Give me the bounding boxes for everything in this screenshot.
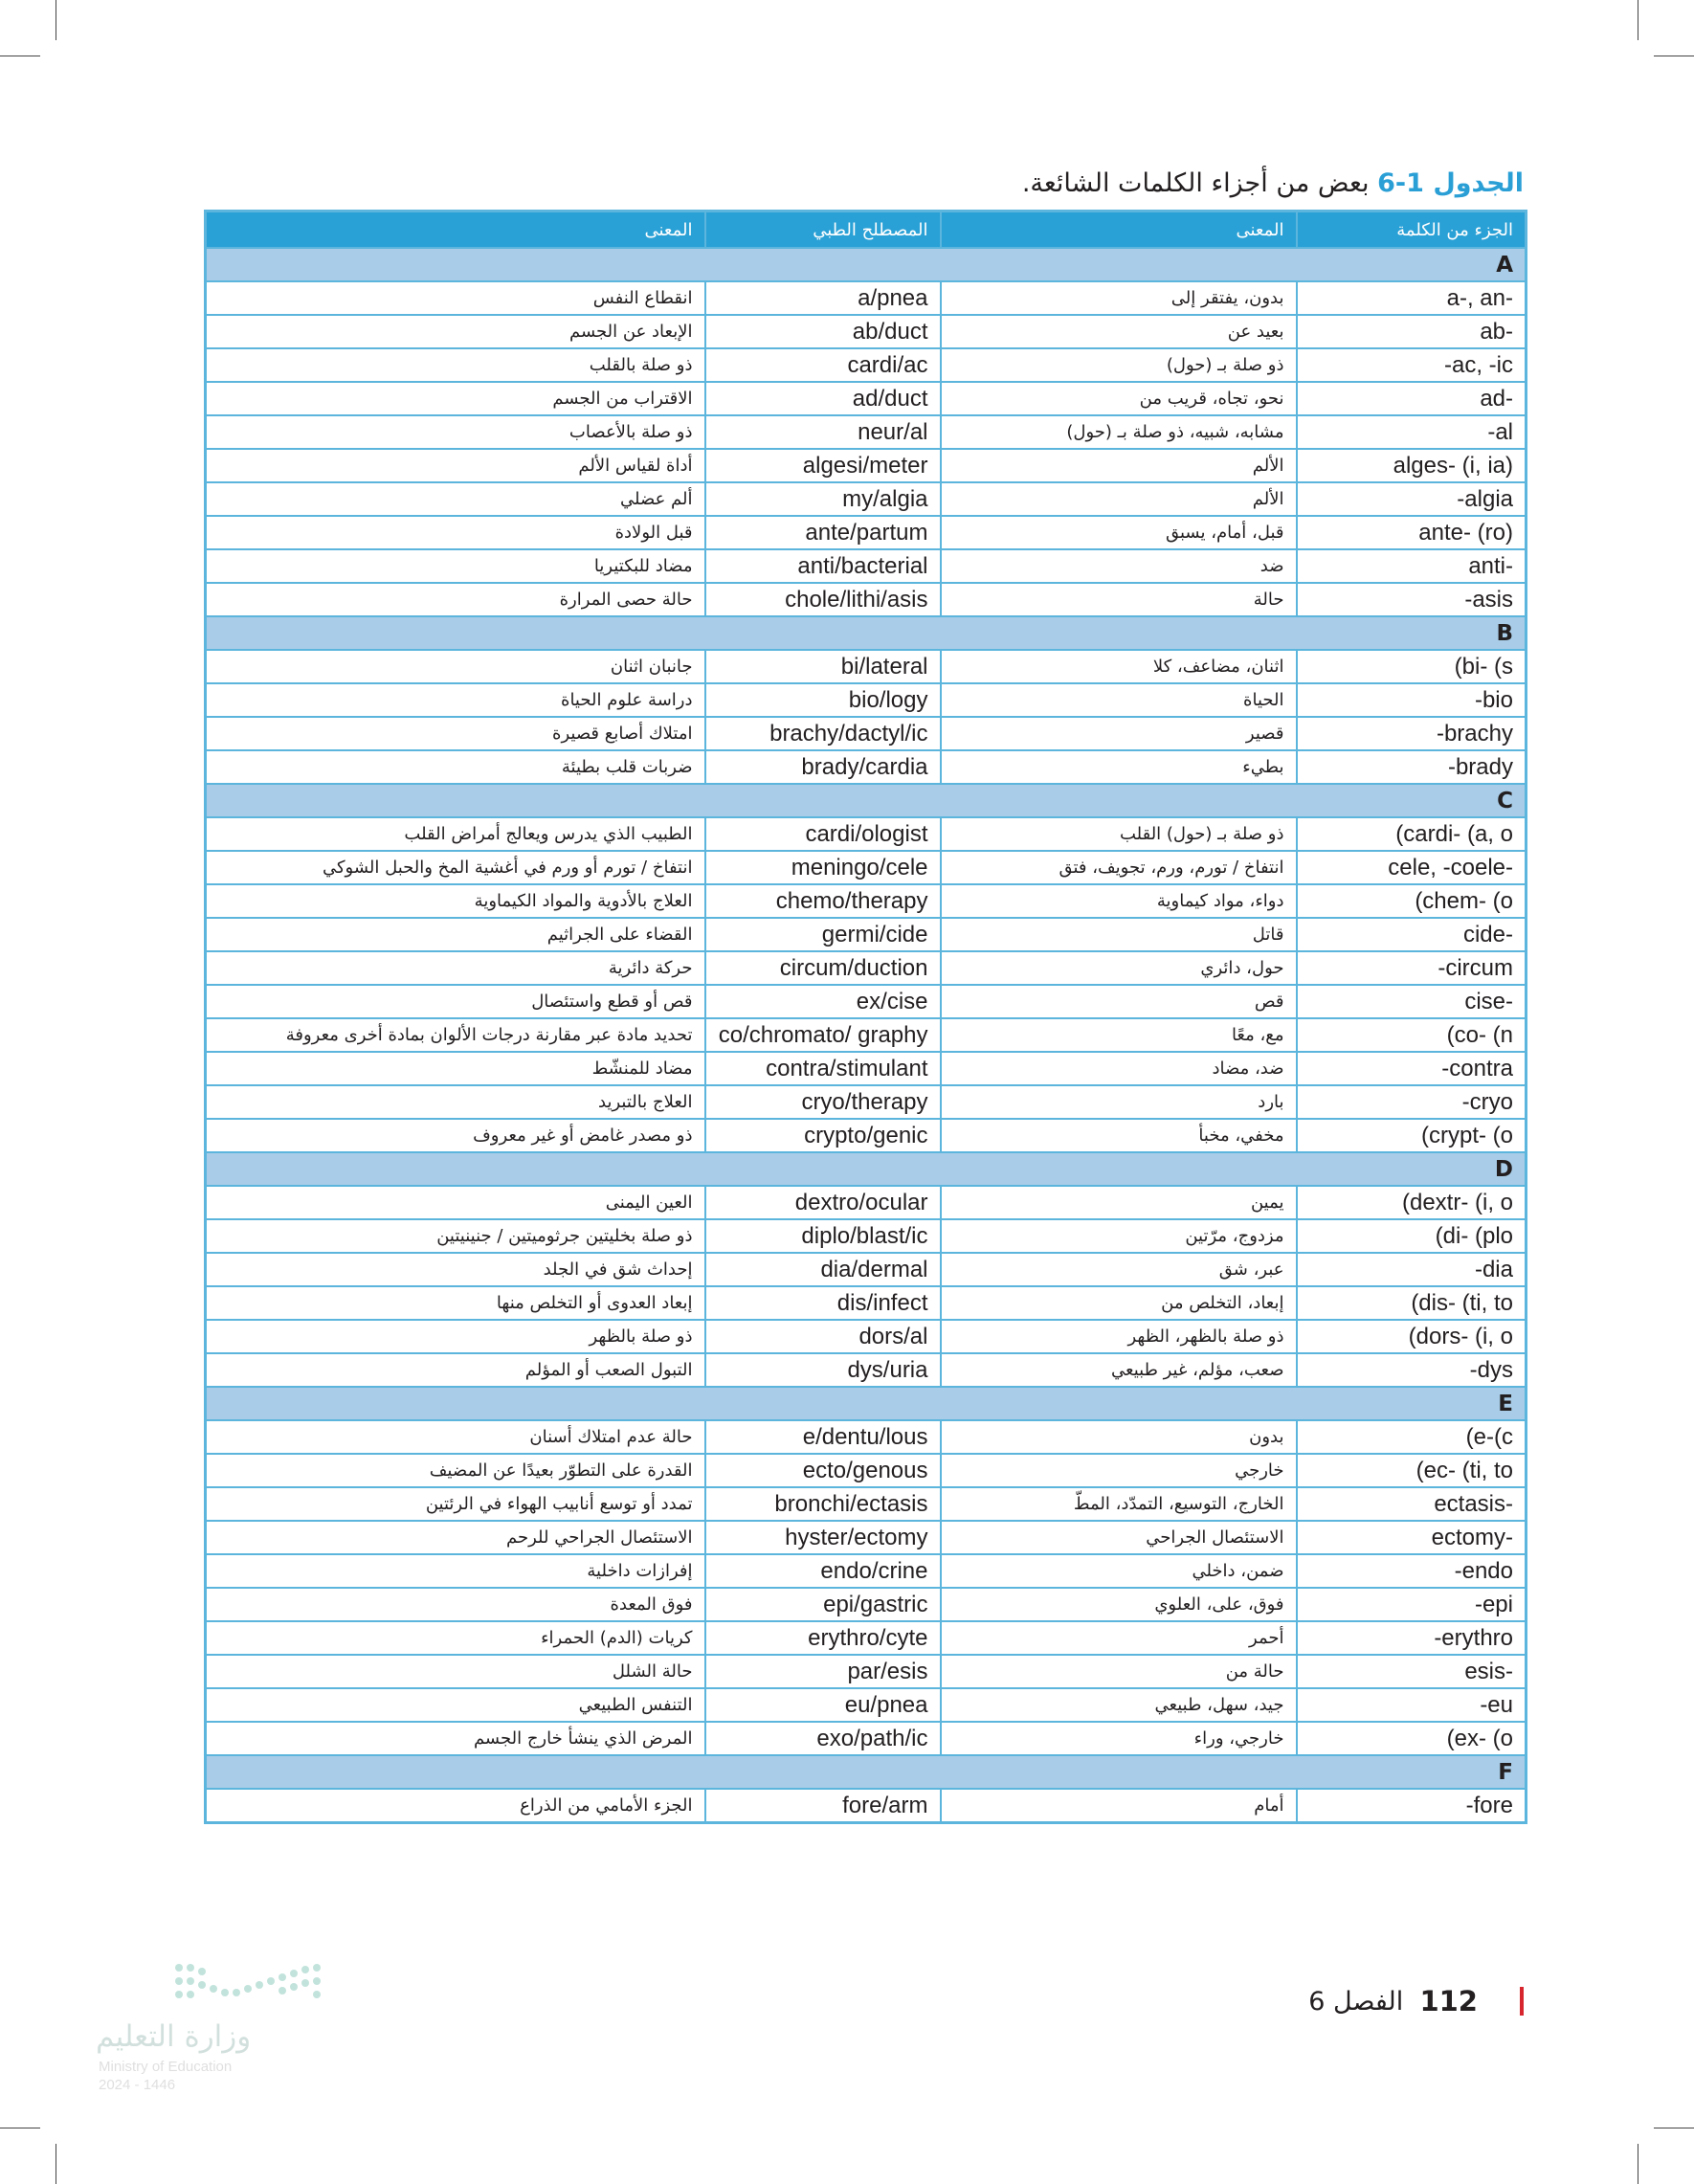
word-part-cell: (e-(c xyxy=(1297,1420,1527,1454)
medical-term-cell: hyster/ectomy xyxy=(705,1521,941,1554)
word-part-cell: -fore xyxy=(1297,1789,1527,1823)
medical-term-cell: ab/duct xyxy=(705,315,941,348)
word-part-cell: alges- (i, ia) xyxy=(1297,449,1527,482)
table-row xyxy=(206,315,1527,348)
meaning-cell: إبعاد، التخلص من xyxy=(941,1286,1297,1320)
term-meaning-cell: فوق المعدة xyxy=(206,1588,705,1621)
table-row xyxy=(206,1353,1527,1387)
table-row xyxy=(206,348,1527,382)
meaning-cell: خارجي xyxy=(941,1454,1297,1487)
term-meaning-cell: كريات (الدم) الحمراء xyxy=(206,1621,705,1655)
medical-term-cell: diplo/blast/ic xyxy=(705,1219,941,1253)
meaning-cell: حالة من xyxy=(941,1655,1297,1688)
word-part-cell: -circum xyxy=(1297,951,1527,985)
meaning-cell: ضد، مضاد xyxy=(941,1052,1297,1085)
medical-term-cell: dextro/ocular xyxy=(705,1186,941,1219)
term-meaning-cell: القضاء على الجراثيم xyxy=(206,918,705,951)
meaning-cell: مزدوج، مرّتين xyxy=(941,1219,1297,1253)
table-row xyxy=(206,750,1527,784)
table-row xyxy=(206,1186,1527,1219)
term-meaning-cell: امتلاك أصابع قصيرة xyxy=(206,717,705,750)
medical-term-cell: exo/path/ic xyxy=(705,1722,941,1755)
word-part-cell: -bio xyxy=(1297,683,1527,717)
term-meaning-cell: ذو صلة بالقلب xyxy=(206,348,705,382)
meaning-cell: بعيد عن xyxy=(941,315,1297,348)
word-part-cell: (dors- (i, o xyxy=(1297,1320,1527,1353)
meaning-cell: قاتل xyxy=(941,918,1297,951)
table-row xyxy=(206,281,1527,315)
page-footer xyxy=(1308,1985,1524,2017)
meaning-cell: مشابه، شبيه، ذو صلة بـ (حول) xyxy=(941,415,1297,449)
medical-term-cell: chemo/therapy xyxy=(705,884,941,918)
meaning-cell: الحياة xyxy=(941,683,1297,717)
footer-accent-bar xyxy=(1520,1987,1524,2016)
meaning-cell: مخفي، مخبأ xyxy=(941,1119,1297,1152)
word-part-cell: (di- (plo xyxy=(1297,1219,1527,1253)
word-parts-table xyxy=(204,210,1527,1824)
term-meaning-cell: حالة عدم امتلاك أسنان xyxy=(206,1420,705,1454)
term-meaning-cell: جانبان اثنان xyxy=(206,650,705,683)
medical-term-cell: dors/al xyxy=(705,1320,941,1353)
term-meaning-cell: أداة لقياس الألم xyxy=(206,449,705,482)
medical-term-cell: cardi/ac xyxy=(705,348,941,382)
term-meaning-cell: تحديد مادة عبر مقارنة درجات الألوان بمادة أخرى معروفة xyxy=(206,1018,705,1052)
table-row xyxy=(206,1789,1527,1823)
word-part-cell: cide- xyxy=(1297,918,1527,951)
word-part-cell: ante- (ro) xyxy=(1297,516,1527,549)
word-part-cell: (dextr- (i, o xyxy=(1297,1186,1527,1219)
table-caption xyxy=(191,165,1524,203)
term-meaning-cell: دراسة علوم الحياة xyxy=(206,683,705,717)
section-header-row xyxy=(206,616,1527,650)
medical-term-cell: bronchi/ectasis xyxy=(705,1487,941,1521)
word-part-cell: ad- xyxy=(1297,382,1527,415)
word-part-cell: -epi xyxy=(1297,1588,1527,1621)
meaning-cell: يمين xyxy=(941,1186,1297,1219)
table-row xyxy=(206,583,1527,616)
table-label: الجدول 1-6 xyxy=(1377,168,1524,198)
word-part-cell: (dis- (ti, to xyxy=(1297,1286,1527,1320)
word-part-cell: cele, -coele- xyxy=(1297,851,1527,884)
table-row xyxy=(206,1554,1527,1588)
medical-term-cell: circum/duction xyxy=(705,951,941,985)
meaning-cell: اثنان، مضاعف، كلا xyxy=(941,650,1297,683)
word-part-cell: anti- xyxy=(1297,549,1527,583)
table-row xyxy=(206,1521,1527,1554)
term-meaning-cell: حركة دائرية xyxy=(206,951,705,985)
term-meaning-cell: مضاد للبكتيريا xyxy=(206,549,705,583)
table-row xyxy=(206,1052,1527,1085)
table-row xyxy=(206,683,1527,717)
meaning-cell: بدون xyxy=(941,1420,1297,1454)
medical-term-cell: endo/crine xyxy=(705,1554,941,1588)
medical-term-cell: algesi/meter xyxy=(705,449,941,482)
medical-term-cell: eu/pnea xyxy=(705,1688,941,1722)
meaning-cell: بدون، يفتقر إلى xyxy=(941,281,1297,315)
term-meaning-cell: انقطاع النفس xyxy=(206,281,705,315)
medical-term-cell: ante/partum xyxy=(705,516,941,549)
medical-term-cell: epi/gastric xyxy=(705,1588,941,1621)
medical-term-cell: brady/cardia xyxy=(705,750,941,784)
section-letter: A xyxy=(206,248,1527,281)
section-letter: F xyxy=(206,1755,1527,1789)
word-part-cell: (ex- (o xyxy=(1297,1722,1527,1755)
table-row xyxy=(206,1320,1527,1353)
meaning-cell: انتفاخ / تورم، ورم، تجويف، فتق xyxy=(941,851,1297,884)
word-part-cell: -dys xyxy=(1297,1353,1527,1387)
term-meaning-cell: التنفس الطبيعي xyxy=(206,1688,705,1722)
word-part-cell: -eu xyxy=(1297,1688,1527,1722)
meaning-cell: فوق، على، العلوي xyxy=(941,1588,1297,1621)
table-row xyxy=(206,1722,1527,1755)
word-part-cell: -contra xyxy=(1297,1052,1527,1085)
section-letter: B xyxy=(206,616,1527,650)
medical-term-cell: par/esis xyxy=(705,1655,941,1688)
table-row xyxy=(206,1688,1527,1722)
word-part-cell: -asis xyxy=(1297,583,1527,616)
term-meaning-cell: ضربات قلب بطيئة xyxy=(206,750,705,784)
table-row xyxy=(206,817,1527,851)
medical-term-cell: ad/duct xyxy=(705,382,941,415)
section-letter: C xyxy=(206,784,1527,817)
meaning-cell: ذو صلة بـ (حول) xyxy=(941,348,1297,382)
medical-term-cell: a/pnea xyxy=(705,281,941,315)
term-meaning-cell: حالة الشلل xyxy=(206,1655,705,1688)
meaning-cell: صعب، مؤلم، غير طبيعي xyxy=(941,1353,1297,1387)
medical-term-cell: neur/al xyxy=(705,415,941,449)
word-part-cell: (cardi- (a, o xyxy=(1297,817,1527,851)
word-part-cell: (co- (n xyxy=(1297,1018,1527,1052)
section-header-row xyxy=(206,1152,1527,1186)
medical-term-cell: erythro/cyte xyxy=(705,1621,941,1655)
term-meaning-cell: إفرازات داخلية xyxy=(206,1554,705,1588)
meaning-cell: نحو، تجاه، قريب من xyxy=(941,382,1297,415)
meaning-cell: ذو صلة بالظهر، الظهر xyxy=(941,1320,1297,1353)
term-meaning-cell: الاقتراب من الجسم xyxy=(206,382,705,415)
section-letter: E xyxy=(206,1387,1527,1420)
term-meaning-cell: ذو صلة بالأعصاب xyxy=(206,415,705,449)
table-row xyxy=(206,650,1527,683)
medical-term-cell: brachy/dactyl/ic xyxy=(705,717,941,750)
table-row xyxy=(206,1119,1527,1152)
header-word-part: الجزء من الكلمة xyxy=(1297,212,1527,249)
medical-term-cell: bio/logy xyxy=(705,683,941,717)
table-row xyxy=(206,851,1527,884)
table-row xyxy=(206,884,1527,918)
table-row xyxy=(206,1085,1527,1119)
header-meaning: المعنى xyxy=(941,212,1297,249)
word-part-cell: (ec- (ti, to xyxy=(1297,1454,1527,1487)
medical-term-cell: dis/infect xyxy=(705,1286,941,1320)
term-meaning-cell: الطبيب الذي يدرس ويعالج أمراض القلب xyxy=(206,817,705,851)
ministry-name-arabic: وزارة التعليم xyxy=(96,2019,252,2054)
word-part-cell: -erythro xyxy=(1297,1621,1527,1655)
meaning-cell: قصير xyxy=(941,717,1297,750)
word-part-cell: -dia xyxy=(1297,1253,1527,1286)
table-row xyxy=(206,918,1527,951)
meaning-cell: الاستئصال الجراحي xyxy=(941,1521,1297,1554)
term-meaning-cell: الجزء الأمامي من الذراع xyxy=(206,1789,705,1823)
medical-term-cell: crypto/genic xyxy=(705,1119,941,1152)
medical-term-cell: anti/bacterial xyxy=(705,549,941,583)
word-part-cell: (bi- (s xyxy=(1297,650,1527,683)
term-meaning-cell: ذو صلة بالظهر xyxy=(206,1320,705,1353)
word-part-cell: -brachy xyxy=(1297,717,1527,750)
term-meaning-cell: ألم عضلي xyxy=(206,482,705,516)
medical-term-cell: ecto/genous xyxy=(705,1454,941,1487)
meaning-cell: حول، دائري xyxy=(941,951,1297,985)
word-part-cell: (chem- (o xyxy=(1297,884,1527,918)
table-row xyxy=(206,1286,1527,1320)
meaning-cell: أحمر xyxy=(941,1621,1297,1655)
table-header-row xyxy=(206,212,1527,249)
meaning-cell: ضد xyxy=(941,549,1297,583)
term-meaning-cell: التبول الصعب أو المؤلم xyxy=(206,1353,705,1387)
table-row xyxy=(206,1655,1527,1688)
word-part-cell: -brady xyxy=(1297,750,1527,784)
term-meaning-cell: تمدد أو توسع أنابيب الهواء في الرئتين xyxy=(206,1487,705,1521)
term-meaning-cell: المرض الذي ينشأ خارج الجسم xyxy=(206,1722,705,1755)
word-part-cell: esis- xyxy=(1297,1655,1527,1688)
term-meaning-cell: إبعاد العدوى أو التخلص منها xyxy=(206,1286,705,1320)
term-meaning-cell: العلاج بالأدوية والمواد الكيماوية xyxy=(206,884,705,918)
medical-term-cell: cryo/therapy xyxy=(705,1085,941,1119)
word-part-cell: ectomy- xyxy=(1297,1521,1527,1554)
section-header-row xyxy=(206,248,1527,281)
meaning-cell: بطيء xyxy=(941,750,1297,784)
word-part-cell: cise- xyxy=(1297,985,1527,1018)
medical-term-cell: germi/cide xyxy=(705,918,941,951)
table-row xyxy=(206,516,1527,549)
term-meaning-cell: العين اليمنى xyxy=(206,1186,705,1219)
term-meaning-cell: انتفاخ / تورم أو ورم في أغشية المخ والحبل الشوكي xyxy=(206,851,705,884)
table-row xyxy=(206,382,1527,415)
term-meaning-cell: إحداث شق في الجلد xyxy=(206,1253,705,1286)
chapter-label: الفصل 6 xyxy=(1308,1986,1404,2017)
ministry-logo xyxy=(91,1950,340,2094)
section-header-row xyxy=(206,1755,1527,1789)
table-title: بعض من أجزاء الكلمات الشائعة. xyxy=(1021,168,1378,198)
meaning-cell: الألم xyxy=(941,449,1297,482)
medical-term-cell: dia/dermal xyxy=(705,1253,941,1286)
table-row xyxy=(206,1487,1527,1521)
header-term-meaning: المعنى xyxy=(206,212,705,249)
medical-term-cell: cardi/ologist xyxy=(705,817,941,851)
meaning-cell: عبر، شق xyxy=(941,1253,1297,1286)
medical-term-cell: my/algia xyxy=(705,482,941,516)
medical-term-cell: co/chromato/ graphy xyxy=(705,1018,941,1052)
table-row xyxy=(206,1018,1527,1052)
term-meaning-cell: القدرة على التطوّر بعيدًا عن المضيف xyxy=(206,1454,705,1487)
ministry-logo-mark xyxy=(91,1950,340,2017)
medical-term-cell: chole/lithi/asis xyxy=(705,583,941,616)
medical-term-cell: fore/arm xyxy=(705,1789,941,1823)
meaning-cell: جيد، سهل، طبيعي xyxy=(941,1688,1297,1722)
medical-term-cell: ex/cise xyxy=(705,985,941,1018)
meaning-cell: قص xyxy=(941,985,1297,1018)
meaning-cell: الخارج، التوسيع، التمدّد، المطّ xyxy=(941,1487,1297,1521)
table-row xyxy=(206,717,1527,750)
table-row xyxy=(206,449,1527,482)
term-meaning-cell: ذو صلة بخليتين جرثوميتين / جنينيتين xyxy=(206,1219,705,1253)
word-part-cell: ab- xyxy=(1297,315,1527,348)
medical-term-cell: e/dentu/lous xyxy=(705,1420,941,1454)
table-row xyxy=(206,549,1527,583)
table-row xyxy=(206,1621,1527,1655)
meaning-cell: الألم xyxy=(941,482,1297,516)
term-meaning-cell: قبل الولادة xyxy=(206,516,705,549)
table-row xyxy=(206,1219,1527,1253)
term-meaning-cell: ذو مصدر غامض أو غير معروف xyxy=(206,1119,705,1152)
word-part-cell: -cryo xyxy=(1297,1085,1527,1119)
meaning-cell: حالة xyxy=(941,583,1297,616)
table-row xyxy=(206,985,1527,1018)
meaning-cell: ذو صلة بـ (حول) القلب xyxy=(941,817,1297,851)
term-meaning-cell: حالة حصى المرارة xyxy=(206,583,705,616)
term-meaning-cell: العلاج بالتبريد xyxy=(206,1085,705,1119)
section-header-row xyxy=(206,784,1527,817)
header-medical-term: المصطلح الطبي xyxy=(705,212,941,249)
word-part-cell: a-, an- xyxy=(1297,281,1527,315)
meaning-cell: ضمن، داخلي xyxy=(941,1554,1297,1588)
meaning-cell: قبل، أمام، يسبق xyxy=(941,516,1297,549)
table-row xyxy=(206,1454,1527,1487)
meaning-cell: أمام xyxy=(941,1789,1297,1823)
meaning-cell: بارد xyxy=(941,1085,1297,1119)
table-row xyxy=(206,951,1527,985)
ministry-name-english: Ministry of Education 2024 - 1446 xyxy=(99,2059,233,2093)
meaning-cell: مع، معًا xyxy=(941,1018,1297,1052)
table-row xyxy=(206,482,1527,516)
medical-term-cell: meningo/cele xyxy=(705,851,941,884)
word-part-cell: (crypt- (o xyxy=(1297,1119,1527,1152)
meaning-cell: خارجي، وراء xyxy=(941,1722,1297,1755)
term-meaning-cell: قص أو قطع واستئصال xyxy=(206,985,705,1018)
meaning-cell: دواء، مواد كيماوية xyxy=(941,884,1297,918)
term-meaning-cell: الإبعاد عن الجسم xyxy=(206,315,705,348)
medical-term-cell: dys/uria xyxy=(705,1353,941,1387)
table-row xyxy=(206,1588,1527,1621)
section-letter: D xyxy=(206,1152,1527,1186)
term-meaning-cell: الاستئصال الجراحي للرحم xyxy=(206,1521,705,1554)
word-part-cell: -al xyxy=(1297,415,1527,449)
page-number: 112 xyxy=(1419,1985,1478,2017)
table-body xyxy=(206,248,1527,1823)
table-row xyxy=(206,1253,1527,1286)
table-row xyxy=(206,415,1527,449)
word-part-cell: ectasis- xyxy=(1297,1487,1527,1521)
medical-term-cell: contra/stimulant xyxy=(705,1052,941,1085)
word-part-cell: -endo xyxy=(1297,1554,1527,1588)
table-row xyxy=(206,1420,1527,1454)
word-part-cell: -ac, -ic xyxy=(1297,348,1527,382)
medical-term-cell: bi/lateral xyxy=(705,650,941,683)
term-meaning-cell: مضاد للمنشّط xyxy=(206,1052,705,1085)
word-part-cell: -algia xyxy=(1297,482,1527,516)
section-header-row xyxy=(206,1387,1527,1420)
